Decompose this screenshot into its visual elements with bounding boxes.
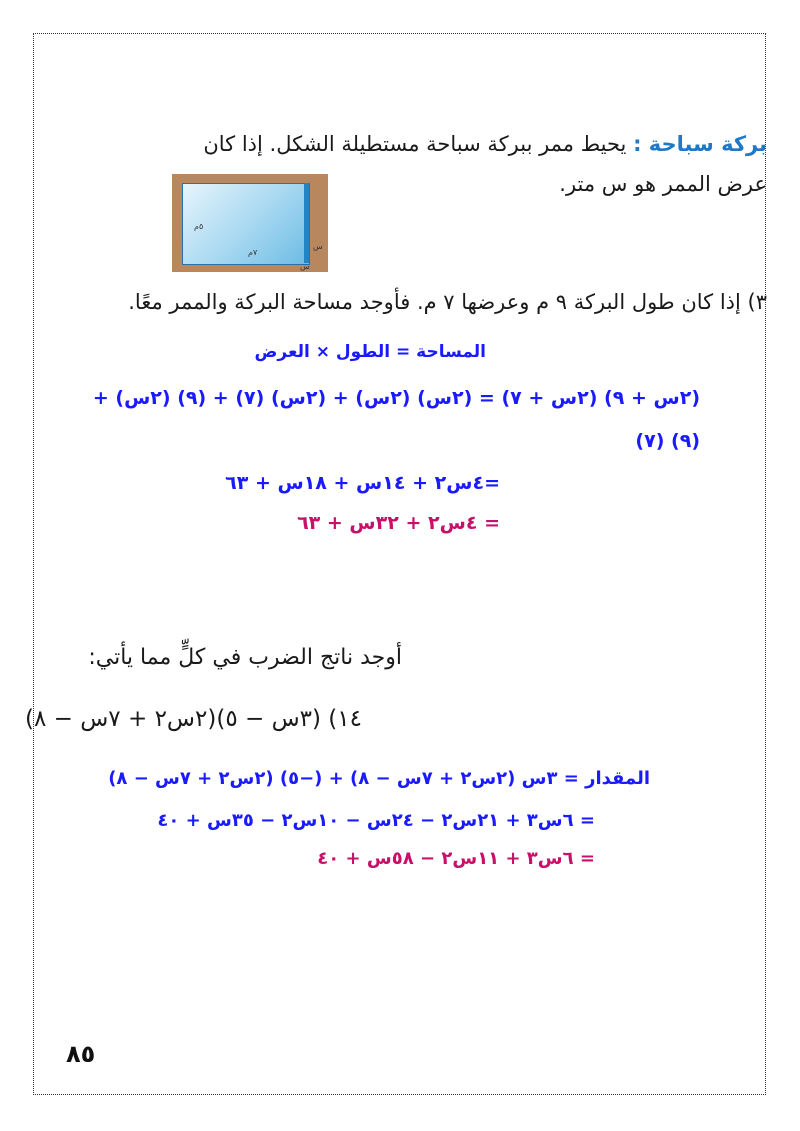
section-2-heading: أوجد ناتج الضرب في كلٍّ مما يأتي: [88, 645, 402, 670]
question-3-text: ٣) إذا كان طول البركة ٩ م وعرضها ٧ م. فأوجد مساحة البركة والممر معًا. [128, 290, 767, 314]
pool-figure [172, 174, 328, 272]
q3-solution-line-2: =٤س٢ + ١٤س + ١٨س + ٦٣ [225, 472, 500, 494]
pool-edge [304, 183, 309, 263]
intro-title: بركة سباحة : [633, 132, 767, 156]
pool-label-length: ٧م [248, 248, 258, 257]
p14-solution-line-2: = ٦س٣ + ٢١س٢ − ٢٤س − ١٠س٢ − ٣٥س + ٤٠ [157, 810, 595, 831]
q3-solution-line-3: = ٤س٢ + ٣٢س + ٦٣ [297, 512, 500, 534]
intro-text-1: يحيط ممر ببركة سباحة مستطيلة الشكل. إذا كان [203, 132, 627, 156]
p14-solution-line-1: المقدار = ٣س (٢س٢ + ٧س − ٨) + (−٥) (٢س٢ + ٧س − ٨) [108, 768, 650, 789]
problem-14: ١٤) (٣س − ٥)(٢س٢ + ٧س − ٨) [24, 706, 362, 732]
q3-solution-line-1: (٢س + ٩) (٢س + ٧) = (٢س) (٢س) + (٢س) (٧) + (٩) (٢س) + [92, 387, 700, 409]
pool-label-width: ٥م [194, 222, 204, 231]
pool-label-side: س [313, 242, 323, 251]
intro-line-1 [203, 132, 767, 156]
intro-line-2: عرض الممر هو س متر. [559, 172, 767, 196]
page-number: ٨٥ [66, 1040, 96, 1068]
pool-label-side-bottom: س [300, 262, 310, 271]
q3-solution-line-1b: (٧) (٩) [635, 430, 700, 452]
area-rule: المساحة = الطول × العرض [254, 342, 486, 362]
p14-solution-line-3: = ٦س٣ + ١١س٢ − ٥٨س + ٤٠ [317, 848, 595, 869]
